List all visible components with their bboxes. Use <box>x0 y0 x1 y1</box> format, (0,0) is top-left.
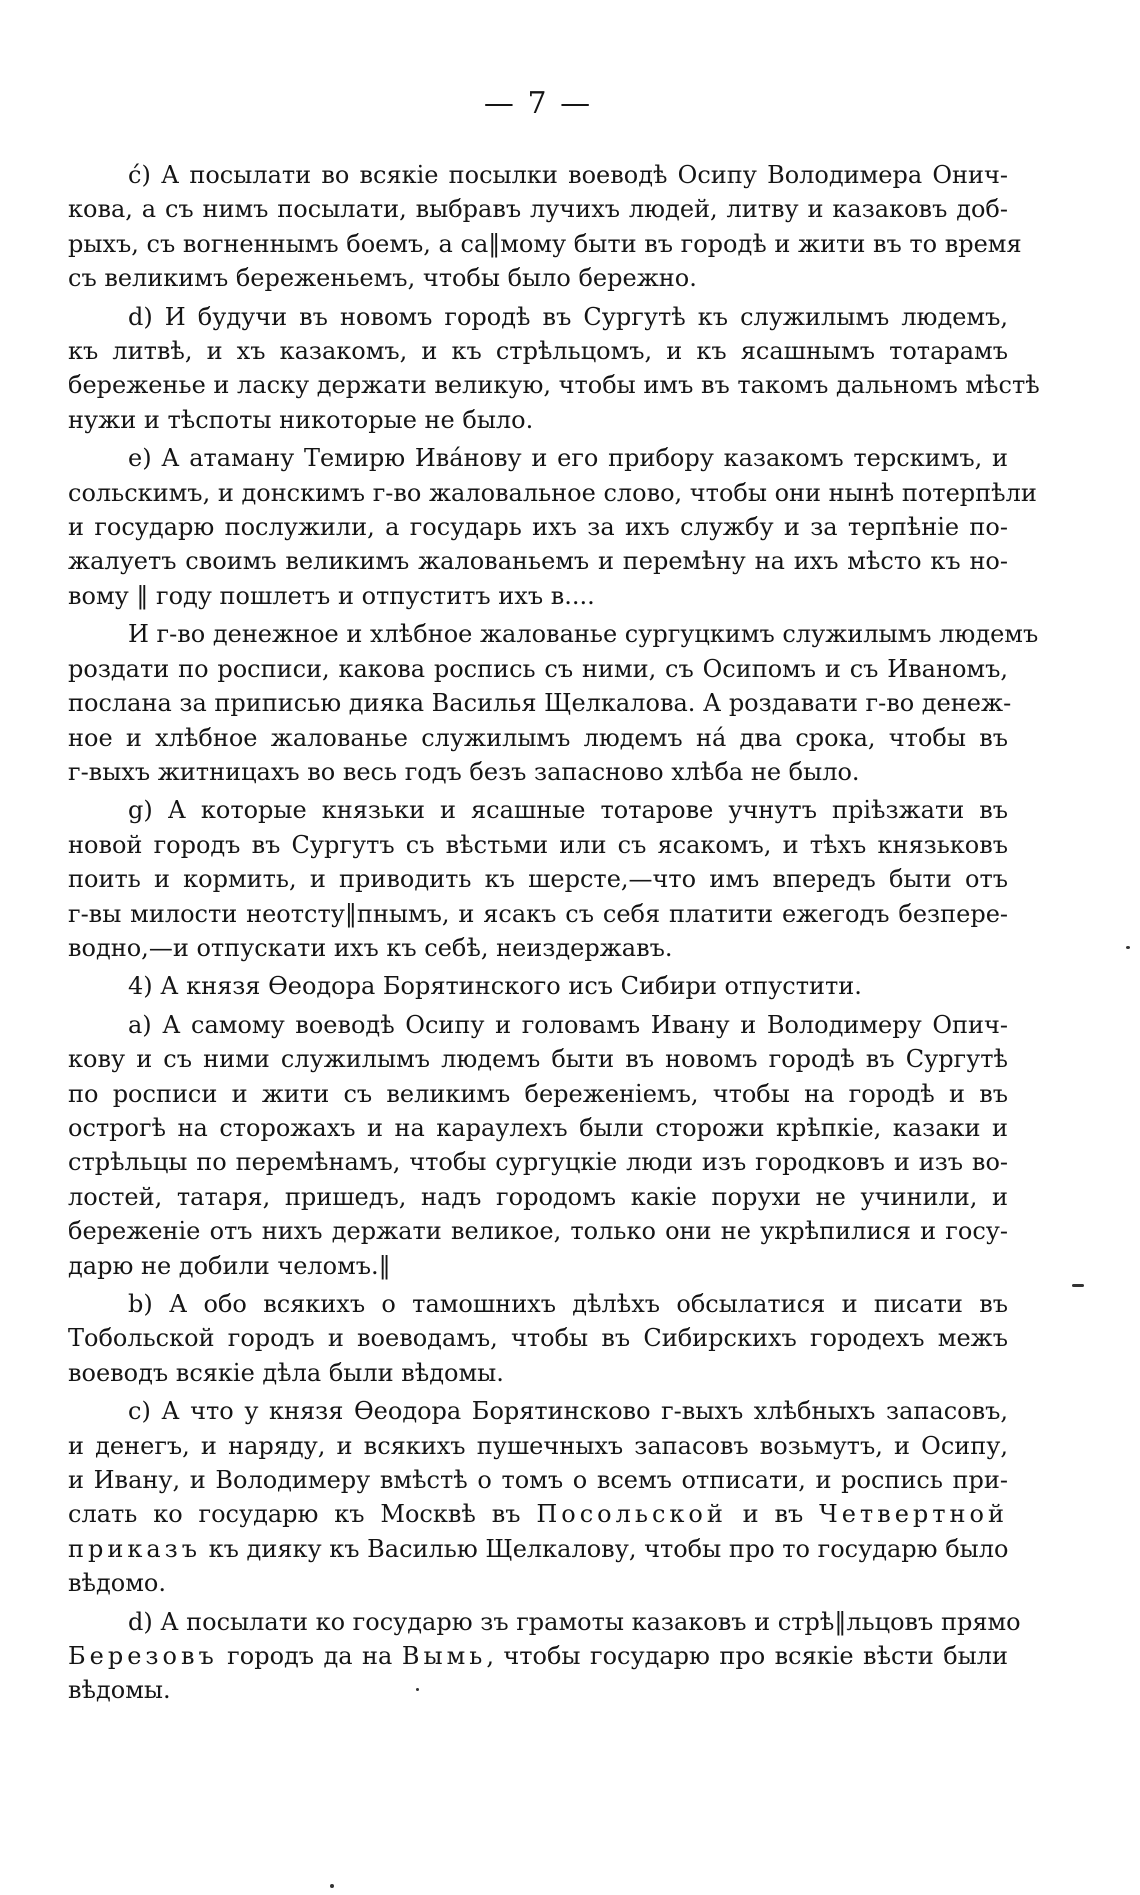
text-line: Тобольской городъ и воеводамъ, чтобы въ Сибирскихъ городехъ межъ <box>68 1324 1008 1353</box>
text-line: приказъ къ дияку къ Василью Щелкалову, чтобы про то государю было <box>68 1534 1009 1563</box>
text-line: g) А которые князьки и ясашные тотарове учнутъ пріѣзжати въ <box>128 796 1008 825</box>
paragraph-c-small <box>68 158 1022 296</box>
text-line: 4) А князя Ѳеодора Борятинского исъ Сибири отпустити. <box>128 972 862 1001</box>
text-line: поить и кормить, и приводить къ шерсте,—что имъ впередъ быти отъ <box>68 865 1008 894</box>
spaced-word: Березовъ <box>68 1642 218 1671</box>
paragraph-c <box>68 1394 1008 1600</box>
text-line: береженіе отъ нихъ держати великое, только они не укрѣпилися и госу- <box>68 1217 1008 1246</box>
text-line: г-вы милости неотсту‖пнымъ, и ясакъ съ себя платити ежегодъ безпере- <box>68 899 1008 928</box>
text-line: кову и съ ними служилымъ людемъ быти въ новомъ городѣ въ Сургутѣ <box>68 1045 1008 1074</box>
text-line: сольскимъ, и донскимъ г-во жаловальное слово, чтобы они нынѣ потерпѣли <box>68 478 1037 507</box>
text-line: с) А что у князя Ѳеодора Борятинсково г-выхъ хлѣбныхъ запасовъ, <box>128 1397 1008 1426</box>
spaced-word: приказъ <box>68 1534 202 1563</box>
text-line: d) А посылати ко государю зъ грамоты казаковъ и стрѣ‖льцовъ прямо <box>128 1607 1021 1636</box>
paragraph-g <box>68 793 1008 965</box>
text-line: ć) А посылати во всякіе посылки воеводѣ Осипу Володимера Онич- <box>128 161 1008 189</box>
paragraph-4 <box>68 969 1008 1003</box>
paragraph-salary <box>68 617 1039 789</box>
scan-speck <box>1126 946 1130 949</box>
text-line: водно,—и отпускати ихъ къ себѣ, неиздержавъ. <box>68 933 673 962</box>
text-line: Березовъ городъ да на Вымь, чтобы государю про всякіе вѣсти были <box>68 1642 1009 1671</box>
text-line: нужи и тѣспоты никоторые не было. <box>68 405 534 434</box>
paragraph-e <box>68 441 1037 613</box>
text-line: лостей, татаря, пришедъ, надъ городомъ какіе порухи не учинили, и <box>68 1182 1008 1211</box>
paragraph-a <box>68 1008 1008 1283</box>
text-line: а) А самому воеводѣ Осипу и головамъ Ивану и Володимеру Опич- <box>128 1010 1008 1039</box>
spaced-word: Посольской <box>536 1500 727 1529</box>
spaced-word: Четвертной <box>819 1500 1008 1529</box>
paragraph-b <box>68 1287 1008 1390</box>
text-line: стрѣльцы по перемѣнамъ, чтобы сургуцкіе люди изъ городковъ и изъ во- <box>68 1148 1008 1177</box>
scan-speck <box>1072 1284 1084 1287</box>
text-line: вому ‖ году пошлетъ и отпуститъ ихъ в.... <box>68 581 595 610</box>
text-line: съ великимъ береженьемъ, чтобы было бережно. <box>68 264 697 293</box>
text-line: ное и хлѣбное жалованье служилымъ людемъ нá два срока, чтобы въ <box>68 723 1008 752</box>
text-line: и государю послужили, а государь ихъ за ихъ службу и за терпѣніе по- <box>68 513 1008 542</box>
text-line: по росписи и жити съ великимъ береженіемъ, чтобы на городѣ и въ <box>68 1079 1008 1108</box>
text-line: послана за приписью дияка Василья Щелкалова. А роздавати г-во денеж- <box>68 689 1012 718</box>
text-line: И г-во денежное и хлѣбное жалованье сургуцкимъ служилымъ людемъ <box>128 620 1039 649</box>
paragraph-d-final <box>68 1605 1021 1708</box>
text-line: роздати по росписи, какова роспись съ ними, съ Осипомъ и съ Иваномъ, <box>68 654 1008 683</box>
scan-speck <box>416 1688 419 1691</box>
text-line: острогѣ на сторожахъ и на караулехъ были сторожи крѣпкіе, казаки и <box>68 1113 1008 1142</box>
text-line: d) И будучи въ новомъ городѣ въ Сургутѣ къ служилымъ людемъ, <box>128 302 1008 331</box>
document-page <box>68 0 1040 1895</box>
text-line: b) А обо всякихъ о тамошнихъ дѣлѣхъ обсылатися и писати въ <box>128 1290 1008 1318</box>
text-line: г-выхъ житницахъ во весь годъ безъ запасново хлѣба не было. <box>68 757 860 786</box>
page-number: — 7 — <box>483 86 593 121</box>
text-line: кова, а съ нимъ посылати, выбравъ лучихъ людей, литву и казаковъ доб- <box>68 195 1008 224</box>
text-line: дарю не добили челомъ.‖ <box>68 1251 391 1280</box>
text-line: слать ко государю къ Москвѣ въ Посольской и въ Четвертной <box>68 1500 1008 1529</box>
text-line: и Ивану, и Володимеру вмѣстѣ о томъ о всемъ отписати, и роспись при- <box>68 1466 1008 1495</box>
text-line: къ литвѣ, и хъ казакомъ, и къ стрѣльцомъ, и къ ясашнымъ тотарамъ <box>68 337 1008 366</box>
document-body <box>68 158 1040 1712</box>
text-line: вѣдомы. <box>68 1676 171 1705</box>
spaced-word: Вымь <box>401 1642 487 1671</box>
text-line: вѣдомо. <box>68 1569 166 1598</box>
text-line: жалуетъ своимъ великимъ жалованьемъ и перемѣну на ихъ мѣсто къ но- <box>68 547 1008 576</box>
scan-speck <box>330 1884 334 1888</box>
text-line: е) А атаману Темирю Ивáнову и его прибору казакомъ терскимъ, и <box>128 444 1008 473</box>
text-line: береженье и ласку держати великую, чтобы имъ въ такомъ дальномъ мѣстѣ <box>68 371 1040 400</box>
text-line: и денегъ, и наряду, и всякихъ пушечныхъ запасовъ возьмутъ, и Осипу, <box>68 1431 1008 1460</box>
text-line: воеводъ всякіе дѣла были вѣдомы. <box>68 1358 504 1387</box>
text-line: новой городъ въ Сургутъ съ вѣстьми или съ ясакомъ, и тѣхъ князьковъ <box>68 830 1008 859</box>
text-line: рыхъ, съ вогненнымъ боемъ, а са‖мому быти въ городѣ и жити въ то время <box>68 229 1022 258</box>
paragraph-d <box>68 300 1040 438</box>
